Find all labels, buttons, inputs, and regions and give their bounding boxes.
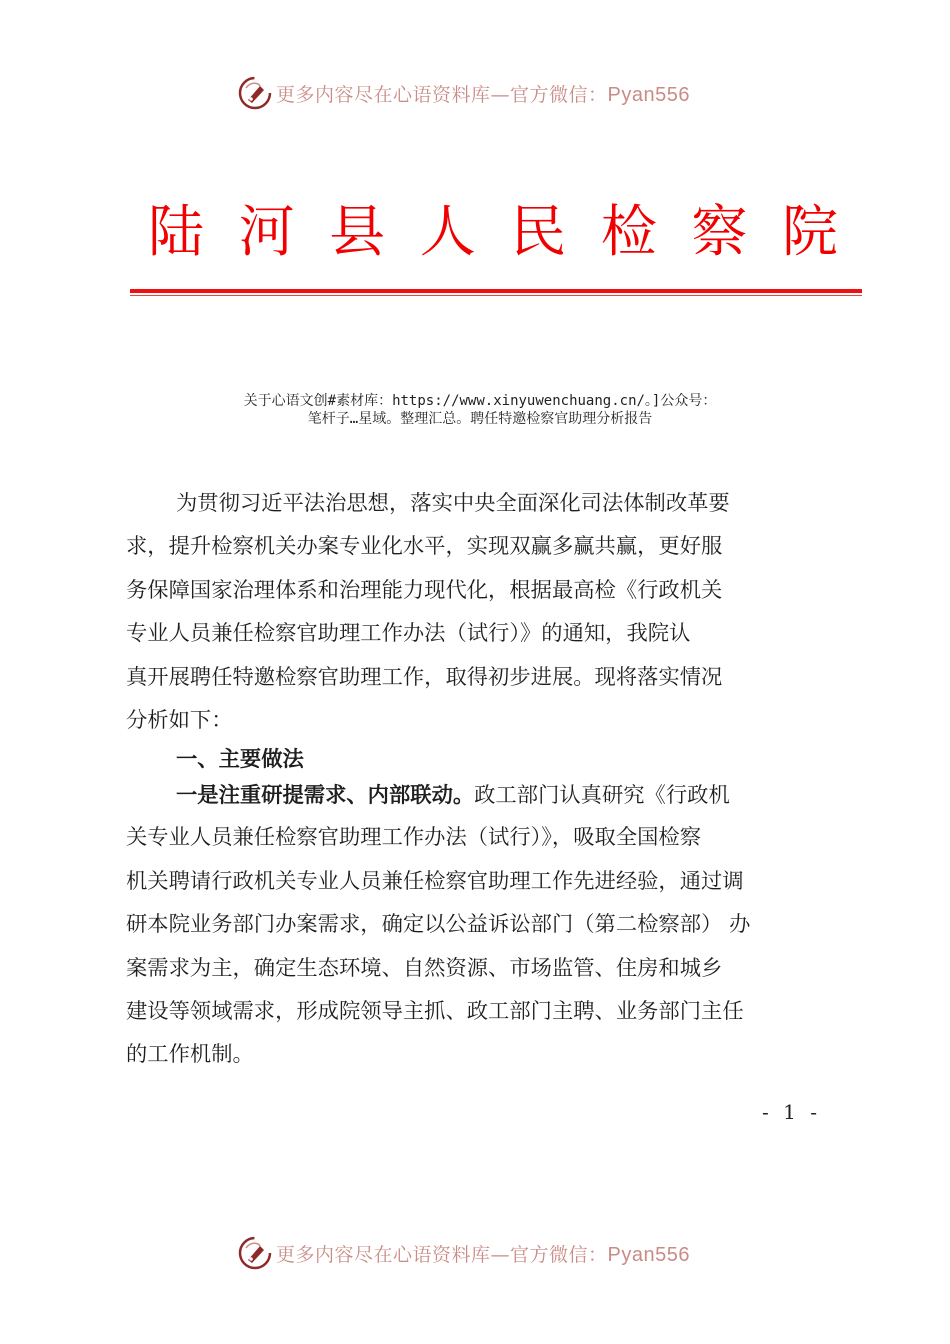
text-line: 分析如下： <box>126 708 233 734</box>
watermark-text: 更多内容尽在心语资料库—官方微信：Pyan556 <box>276 1243 690 1266</box>
title-char: 陆 <box>148 200 204 265</box>
document-body <box>126 482 846 1077</box>
point-lead: 一是注重研提需求、内部联动。 <box>176 783 475 809</box>
point-paragraph <box>126 776 846 1076</box>
text-line: 的工作机制。 <box>126 1042 254 1068</box>
text-line: 专业人员兼任检察官助理工作办法（试行）》的通知，我院认 <box>126 621 691 647</box>
text-line: 案需求为主，确定生态环境、自然资源、市场监管、住房和城乡 <box>126 955 723 981</box>
text-line: 研本院业务部门办案需求，确定以公益诉讼部门（第二检察部） 办 <box>126 912 751 938</box>
section-heading: 一、主要做法 <box>176 747 304 773</box>
watermark-banner-top <box>238 75 738 111</box>
watermark-banner-bottom <box>238 1235 738 1271</box>
intro-paragraph <box>126 482 846 742</box>
text-line: 真开展聘任特邀检察官助理工作，取得初步进展。现将落实情况 <box>126 664 723 690</box>
red-header-rule <box>130 289 862 293</box>
text-line: 为贯彻习近平法治思想，落实中央全面深化司法体制改革要 <box>176 491 730 516</box>
red-header-rule-thin <box>130 295 862 296</box>
text-line: 机关聘请行政机关专业人员兼任检察官助理工作先进经验，通过调 <box>126 868 744 894</box>
meta-line: 关于心语文创#素材库：https://www.xinyuwenchuang.cn/。]公众号： <box>243 393 717 409</box>
text-line: 求，提升检察机关办案专业化水平，实现双赢多赢共赢，更好服 <box>126 534 723 560</box>
pen-nib-logo-icon <box>238 1236 272 1270</box>
page-number: - 1 - <box>762 1100 821 1124</box>
point-text: 政工部门认真研究《行政机 <box>474 783 730 809</box>
title-char: 察 <box>691 200 748 265</box>
text-line: 关专业人员兼任检察官助理工作办法（试行）》，吸取全国检察 <box>126 825 702 851</box>
document-meta <box>160 392 800 428</box>
document-title <box>148 188 838 268</box>
text-line <box>126 776 846 816</box>
title-char: 河 <box>238 200 295 265</box>
text-line: 建设等领域需求，形成院领导主抓、政工部门主聘、业务部门主任 <box>126 999 744 1025</box>
watermark-text: 更多内容尽在心语资料库—官方微信：Pyan556 <box>276 83 690 106</box>
text-line: 务保障国家治理体系和治理能力现代化，根据最高检《行政机关 <box>126 577 723 603</box>
title-char: 县 <box>329 200 386 265</box>
title-char: 民 <box>510 200 567 265</box>
title-char: 院 <box>781 200 838 265</box>
title-char: 检 <box>600 200 657 265</box>
title-char: 人 <box>419 200 476 265</box>
meta-line: 笔杆子…星域。整理汇总。聘任特邀检察官助理分析报告 <box>307 411 653 427</box>
pen-nib-logo-icon <box>238 76 272 110</box>
